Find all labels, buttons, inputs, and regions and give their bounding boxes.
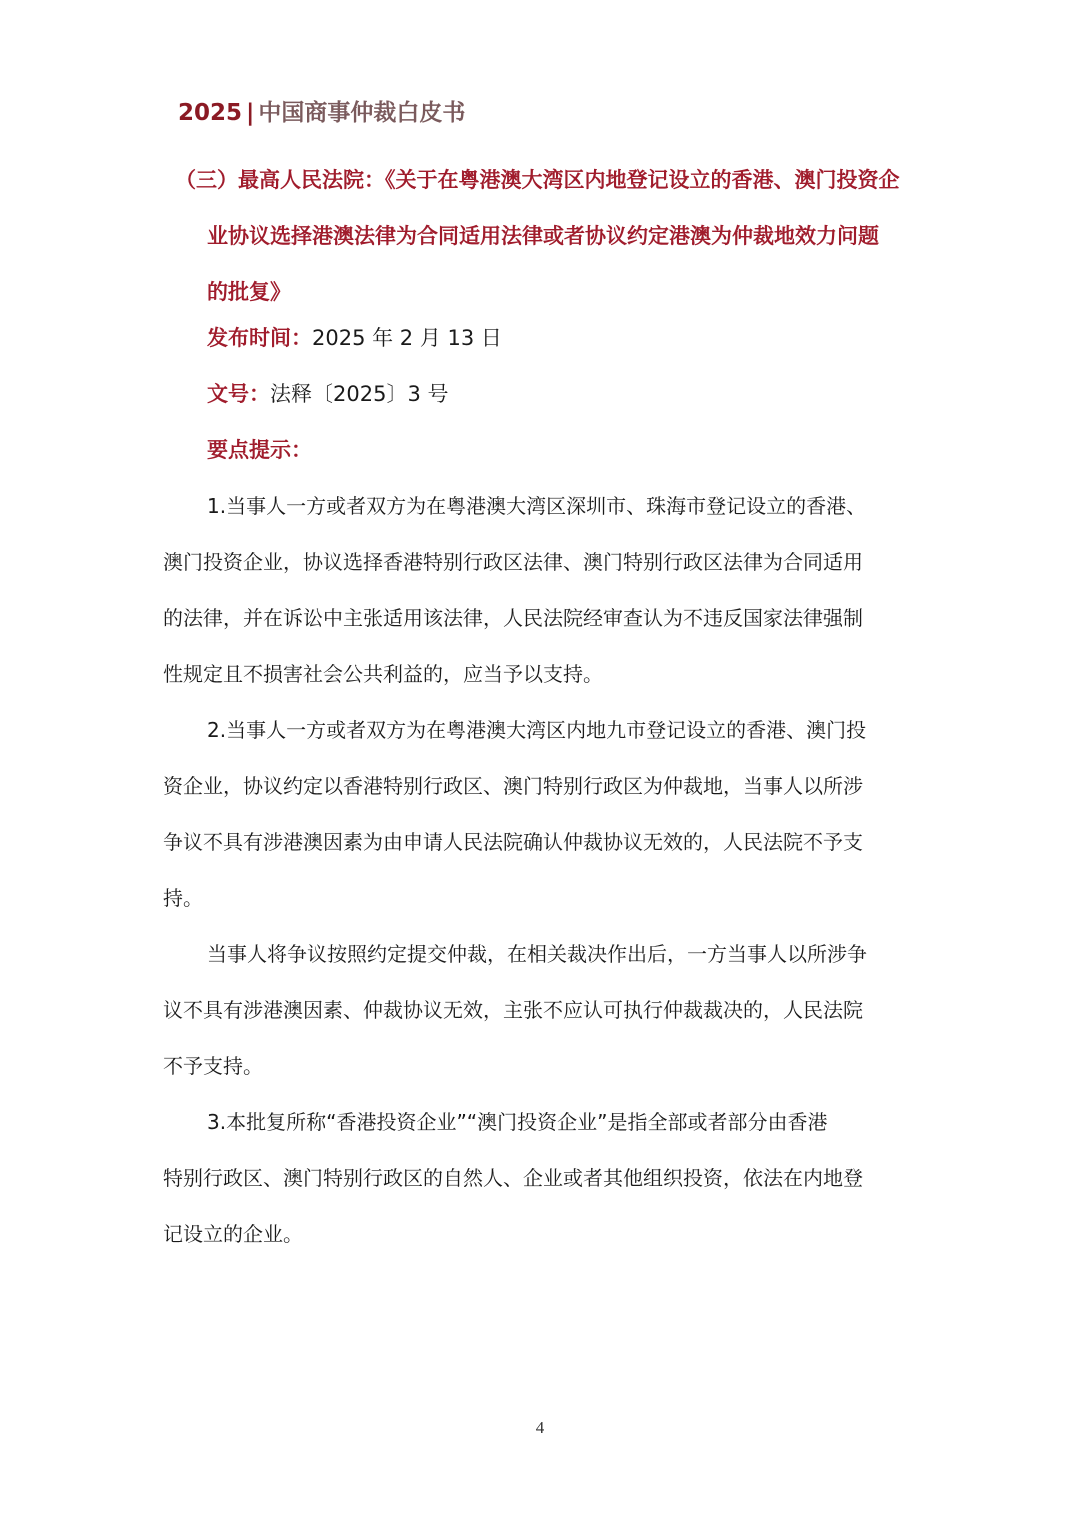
paragraph-line: 特别行政区、澳门特别行政区的自然人、企业或者其他组织投资，依法在内地登 <box>163 1166 863 1190</box>
document-number <box>207 378 448 408</box>
key-points-heading <box>207 434 312 464</box>
document-number-value: 法释〔2025〕3 号 <box>270 382 449 406</box>
paragraph-2 <box>163 702 919 926</box>
paragraph-line: 不予支持。 <box>163 1054 263 1078</box>
paragraph-line: 议不具有涉港澳因素、仲裁协议无效，主张不应认可执行仲裁裁决的，人民法院 <box>163 998 863 1022</box>
paragraph-line: 争议不具有涉港澳因素为由申请人民法院确认仲裁协议无效的，人民法院不予支 <box>163 830 863 854</box>
paragraph-line: 资企业，协议约定以香港特别行政区、澳门特别行政区为仲裁地，当事人以所涉 <box>163 774 863 798</box>
paragraph-1 <box>163 478 919 702</box>
section-title <box>175 152 935 320</box>
header-year: 2025 <box>178 100 243 126</box>
paragraph-line: 澳门投资企业，协议选择香港特别行政区法律、澳门特别行政区法律为合同适用 <box>163 550 863 574</box>
section-title-line: 的批复》 <box>207 280 291 304</box>
report-header <box>178 94 465 127</box>
publish-date-value: 2025 年 2 月 13 日 <box>312 326 502 350</box>
document-number-label: 文号： <box>207 382 270 406</box>
paragraph-line: 1.当事人一方或者双方为在粤港澳大湾区深圳市、珠海市登记设立的香港、 <box>207 494 867 518</box>
publish-date <box>207 322 502 352</box>
publish-date-label: 发布时间： <box>207 326 312 350</box>
paragraph-4 <box>163 1094 919 1262</box>
paragraph-line: 记设立的企业。 <box>163 1222 303 1246</box>
paragraph-line: 3.本批复所称“香港投资企业”“澳门投资企业”是指全部或者部分由香港 <box>207 1110 828 1134</box>
paragraph-3 <box>163 926 919 1094</box>
section-title-line: （三）最高人民法院：《关于在粤港澳大湾区内地登记设立的香港、澳门投资企 <box>175 168 900 192</box>
paragraph-line: 的法律，并在诉讼中主张适用该法律，人民法院经审查认为不违反国家法律强制 <box>163 606 863 630</box>
header-separator: | <box>246 100 255 126</box>
section-title-line: 业协议选择港澳法律为合同适用法律或者协议约定港澳为仲裁地效力问题 <box>207 224 879 248</box>
paragraph-line: 持。 <box>163 886 203 910</box>
key-points-label: 要点提示： <box>207 438 312 462</box>
paragraph-line: 2.当事人一方或者双方为在粤港澳大湾区内地九市登记设立的香港、澳门投 <box>207 718 867 742</box>
page-number: 4 <box>535 1418 545 1437</box>
paragraph-line: 当事人将争议按照约定提交仲裁，在相关裁决作出后，一方当事人以所涉争 <box>207 942 867 966</box>
header-report-title: 中国商事仲裁白皮书 <box>258 100 466 126</box>
paragraph-line: 性规定且不损害社会公共利益的，应当予以支持。 <box>163 662 603 686</box>
